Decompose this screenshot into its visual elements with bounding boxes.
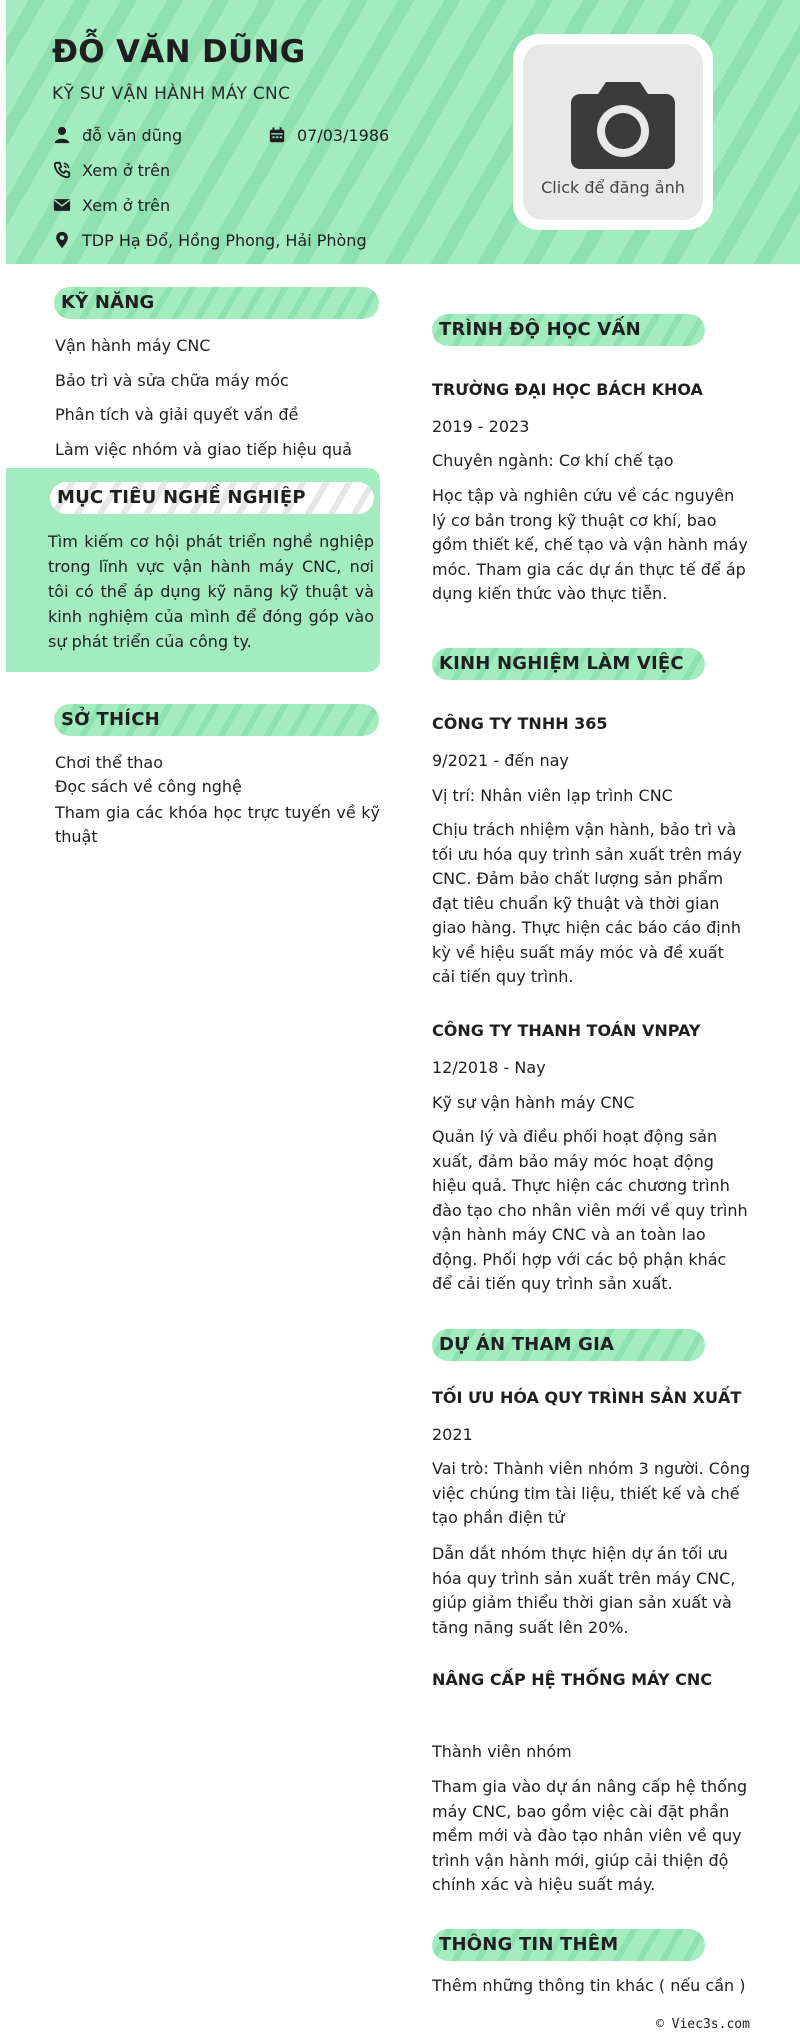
school-name: TRƯỜNG ĐẠI HỌC BÁCH KHOA [432,380,703,399]
info-email [52,195,170,215]
section-title-extra: THÔNG TIN THÊM [432,1929,705,1961]
project-description: Dẫn dắt nhóm thực hiện dự án tối ưu hóa quy trình sản xuất trên máy CNC, giúp giảm thiểu thời gian sản xuất và tăng năng suất lên 20%. [432,1544,736,1637]
photo-upload-label[interactable]: Click để đăng ảnh [541,178,685,197]
project-name: TỐI ƯU HÓA QUY TRÌNH SẢN XUẤT [432,1388,742,1407]
project-name: NÂNG CẤP HỆ THỐNG MÁY CNC [432,1670,712,1689]
phone-icon [52,160,72,180]
section-title-goal: MỤC TIÊU NGHỀ NGHIỆP [50,482,374,514]
hobby-item: Chơi thể thao [55,753,163,772]
project-year: 2021 [432,1425,473,1444]
phone-value: Xem ở trên [82,160,171,180]
birthday-value: 07/03/1986 [297,125,390,145]
skill-item: Phân tích và giải quyết vấn đề [55,405,299,424]
hobby-item: Đọc sách về công nghệ [55,777,242,796]
envelope-icon [52,195,72,215]
email-value: Xem ở trên [82,195,171,215]
skill-item: Bảo trì và sửa chữa máy móc [55,371,289,390]
project-role: Thành viên nhóm [432,1742,572,1761]
job-title: KỸ SƯ VẬN HÀNH MÁY CNC [52,84,291,104]
section-title-hobbies: SỞ THÍCH [54,704,379,736]
job-position: Kỹ sư vận hành máy CNC [432,1093,635,1112]
section-title-education: TRÌNH ĐỘ HỌC VẤN [432,314,705,346]
job-description: Quản lý và điều phối hoạt động sản xuất, đảm bảo máy móc hoạt động hiệu quả. Thực hiện các chương trình đào tạo cho nhân viên mới về quy trình vận hành máy CNC và an toàn lao động. Phối hợp với các bộ phận khác để cải tiến quy trình sản xuất. [432,1127,748,1293]
skill-item: Làm việc nhóm và giao tiếp hiệu quả [55,440,352,459]
info-address [52,230,367,250]
career-goal-text: Tìm kiếm cơ hội phát triển nghề nghiệp trong lĩnh vực vận hành máy CNC, nơi tôi có thể áp dụng kỹ năng kỹ thuật và kinh nghiệm của mình để đóng góp vào sự phát triển của công ty. [48,532,374,651]
address-value: TDP Hạ Đổ, Hồng Phong, Hải Phòng [82,230,367,250]
section-title-skills: KỸ NĂNG [54,287,379,319]
location-pin-icon [52,230,72,250]
education-major: Chuyên ngành: Cơ khí chế tạo [432,451,674,470]
job-period: 9/2021 - đến nay [432,751,569,770]
project-role: Vai trò: Thành viên nhóm 3 người. Công việc chúng tim tài liệu, thiết kế và chế tạo phần điện tử [432,1459,750,1527]
info-phone [52,160,170,180]
skill-item: Vận hành máy CNC [55,336,211,355]
hobby-item: Tham gia các khóa học trực tuyến về kỹ thuật [55,803,380,846]
candidate-name: ĐỖ VĂN DŨNG [52,34,306,70]
section-title-projects: DỰ ÁN THAM GIA [432,1329,705,1361]
camera-icon [568,76,678,172]
photo-placeholder[interactable] [523,44,703,220]
info-fullname [52,125,182,145]
job-description: Chịu trách nhiệm vận hành, bảo trì và tối ưu hóa quy trình sản xuất trên máy CNC. Đảm bảo chất lượng sản phẩm đạt tiêu chuẩn kỹ thuật và thời gian giao hàng. Thực hiện các báo cáo định kỳ về hiệu suất máy móc và đề xuất cải tiến quy trình. [432,820,742,986]
project-description: Tham gia vào dự án nâng cấp hệ thống máy CNC, bao gồm việc cài đặt phần mềm mới và đào tạo nhân viên về quy trình vận hành mới, giúp cải thiện độ chính xác và hiệu suất máy. [432,1777,748,1894]
job-period: 12/2018 - Nay [432,1058,546,1077]
extra-info-text: Thêm những thông tin khác ( nếu cần ) [432,1976,746,1995]
info-birthday [267,125,389,145]
fullname-value: đỗ văn dũng [82,125,183,145]
calendar-icon [267,125,287,145]
education-period: 2019 - 2023 [432,417,530,436]
job-company: CÔNG TY THANH TOÁN VNPAY [432,1021,701,1040]
footer-copyright: © Viec3s.com [656,2017,750,2032]
job-position: Vị trí: Nhân viên lạp trình CNC [432,786,673,805]
section-title-experience: KINH NGHIỆM LÀM VIỆC [432,648,705,680]
photo-upload[interactable] [513,34,713,230]
education-description: Học tập và nghiên cứu về các nguyên lý cơ bản trong kỹ thuật cơ khí, bao gồm thiết kế, chế tạo và vận hành máy móc. Tham gia các dự án thực tế để áp dụng kiến thức vào thực tiễn. [432,486,748,603]
person-icon [52,125,72,145]
job-company: CÔNG TY TNHH 365 [432,714,608,733]
